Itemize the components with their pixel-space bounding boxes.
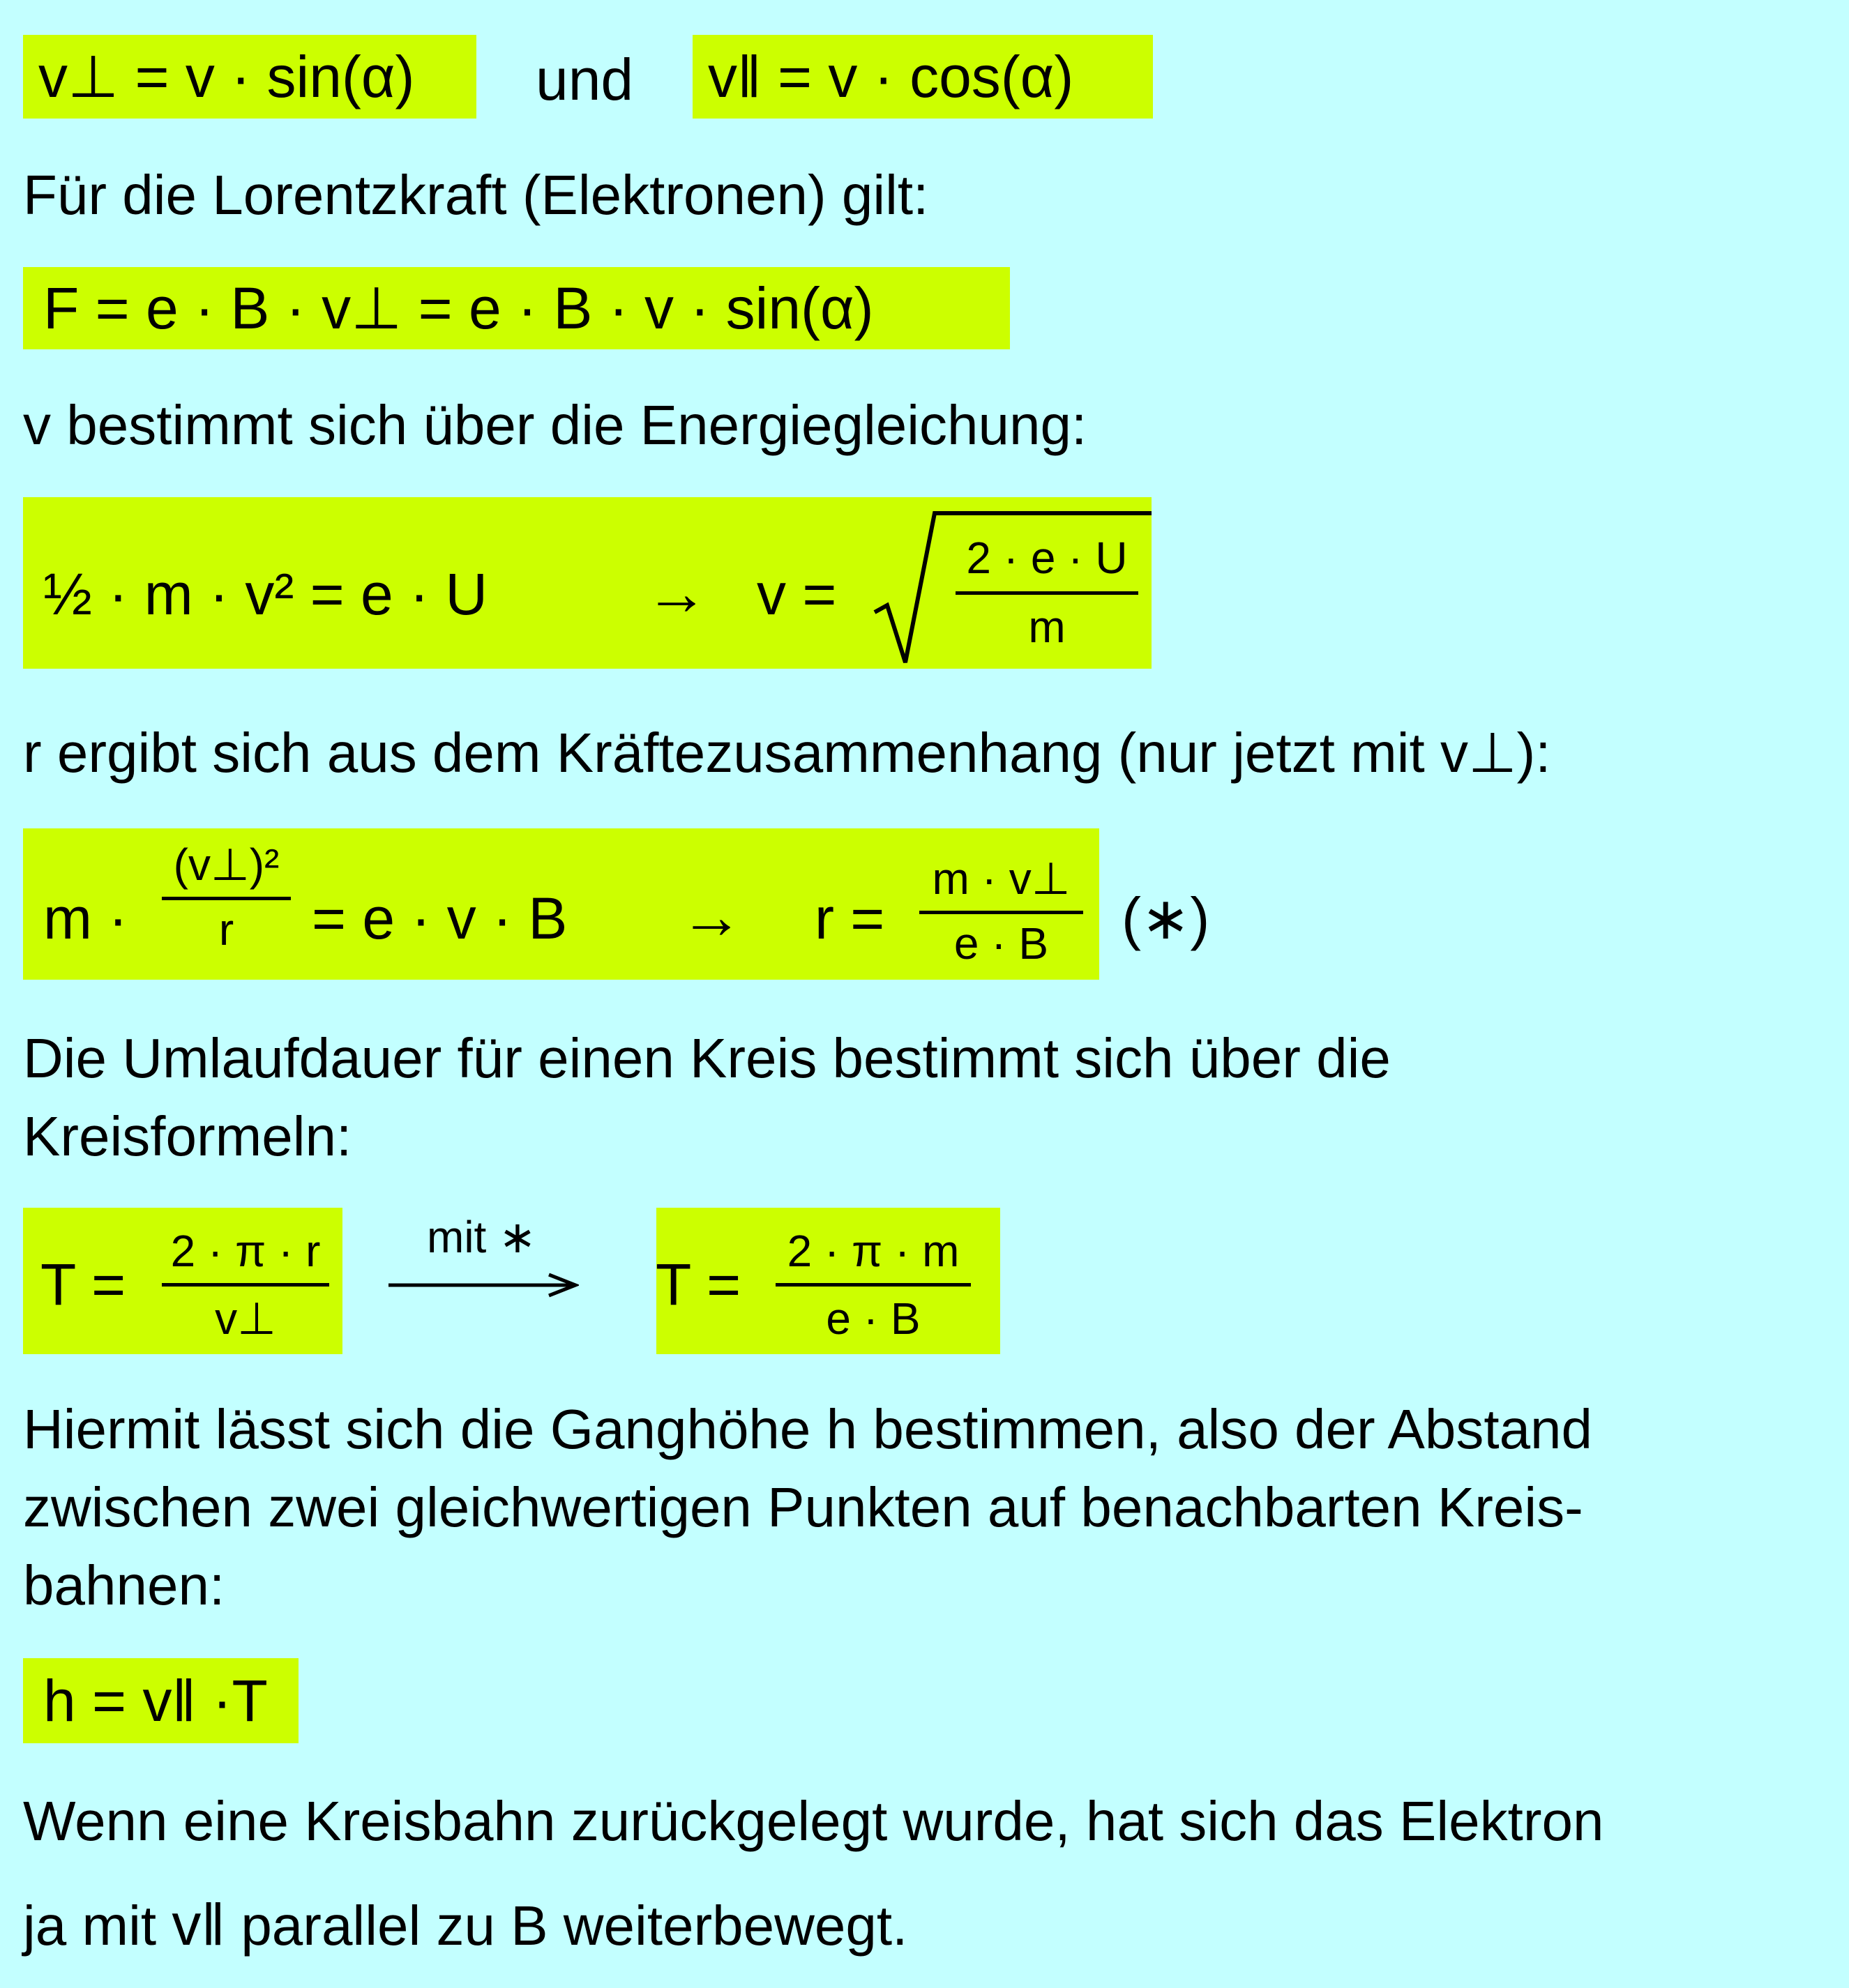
v-perp-formula: v⊥ = v · sin(α) [38,44,415,109]
radius-lhs-denominator: r [218,904,234,955]
fraction-bar [162,897,291,900]
radius-middle: = e · v · B [312,886,568,951]
radius-marker: (∗) [1122,886,1210,951]
period-rhs-fraction [776,1226,971,1344]
energy-lhs: ½ · m · v² = e · U [43,561,488,627]
pitch-formula: h = v‖ ·T [43,1668,268,1733]
energy-intro: v bestimmt sich über die Energiegleichung: [23,394,1087,456]
radius-rhs-prefix: r = [815,886,885,951]
radius-intro: r ergibt sich aus dem Kräftezusammenhang (nur jetzt mit v⊥): [23,722,1551,784]
fraction-bar [162,1283,329,1287]
fraction-bar [776,1283,971,1287]
lorentz-intro: Für die Lorentzkraft (Elektronen) gilt: [23,164,929,226]
energy-arrow: → [645,559,708,628]
v-parallel-symbol: v‖ [172,1892,226,1957]
pitch-intro-line2: zwischen zwei gleichwertigen Punkten auf benachbarten Kreis- [23,1476,1583,1538]
period-arrow-label: mit ∗ [427,1212,536,1262]
energy-rhs-prefix: v = [757,561,837,627]
closing-line1: Wenn eine Kreisbahn zurückgelegt wurde, hat sich das Elektron [23,1790,1604,1852]
radius-lhs-prefix: m · [43,886,128,951]
fraction-bar [919,911,1083,914]
radius-lhs-fraction [162,840,291,955]
period-lhs-denominator: v⊥ [215,1293,276,1344]
und-connector: und [536,47,634,112]
period-rhs-prefix: T = [656,1252,741,1317]
lorentz-formula: F = e · B · v⊥ = e · B · v · sin(α) [43,275,874,341]
sqrt-denominator: m [1028,602,1066,652]
radius-rhs-denominator: e · B [953,918,1049,969]
period-lhs-numerator: 2 · π · r [170,1226,321,1276]
period-rhs-denominator: e · B [826,1293,921,1344]
period-lhs-prefix: T = [40,1252,126,1317]
period-intro-line2: Kreisformeln: [23,1105,352,1167]
closing-line2 [23,1892,908,1957]
radius-lhs-numerator: (v⊥)² [173,840,280,890]
period-lhs-fraction [162,1226,329,1344]
pitch-intro-line1: Hiermit lässt sich die Ganghöhe h bestimmen, also der Abstand [23,1398,1593,1460]
sqrt-fraction [956,533,1138,652]
long-right-arrow-icon [387,1268,579,1303]
radius-rhs-fraction [919,853,1083,969]
fraction-bar [956,591,1138,595]
closing-line2-pre: ja mit [23,1895,157,1957]
radius-arrow: → [680,882,743,952]
sqrt-numerator: 2 · e · U [966,533,1128,583]
v-par-formula: v‖ = v · cos(α) [708,44,1074,109]
radius-rhs-numerator: m · v⊥ [932,853,1071,904]
closing-line2-post: parallel zu B weiterbewegt. [241,1895,908,1957]
period-intro-line1: Die Umlaufdauer für einen Kreis bestimmt sich über die [23,1027,1391,1089]
pitch-intro-line3: bahnen: [23,1554,225,1616]
period-rhs-numerator: 2 · π · m [787,1226,960,1276]
